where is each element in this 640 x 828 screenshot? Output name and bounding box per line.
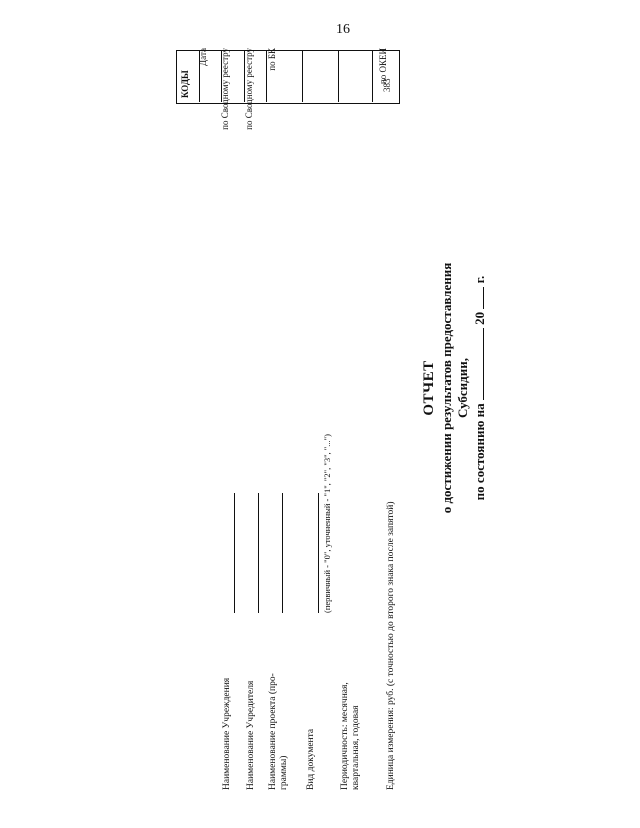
periodicity-label xyxy=(340,640,363,790)
code-label-registry-2: по Сводному реестру xyxy=(244,48,254,130)
codes-value-okei: 383 xyxy=(382,78,392,92)
report-title: ОТЧЕТ xyxy=(421,360,437,416)
codes-col-2 xyxy=(221,50,245,102)
periodicity-text: Периодичность: месячная, квартальная, годовая xyxy=(340,682,362,790)
institution-name-label: Наименование Учреждения xyxy=(222,677,232,790)
founder-name-label: Наименование Учредителя xyxy=(246,680,256,790)
project-name-text: Наименование проекта (про-граммы) xyxy=(268,673,290,790)
report-date-line xyxy=(471,248,488,528)
codes-col-3 xyxy=(244,50,267,102)
codes-col-5 xyxy=(302,50,339,102)
report-subtitle: о достижении результатов предоставления Субсидии, xyxy=(438,262,470,514)
unit-label: Единица измерения: руб. (с точностью до второго знака после запятой) xyxy=(386,501,396,790)
code-label-okei: по ОКЕИ xyxy=(378,48,388,85)
codes-grid-header xyxy=(176,50,200,102)
report-year-suffix: г. xyxy=(472,275,488,284)
report-year-prefix: 20 xyxy=(472,311,488,325)
report-date-prefix: по состоянию на xyxy=(472,403,488,501)
rotated-form xyxy=(160,0,640,828)
document-type-label: Вид документа xyxy=(306,728,316,790)
founder-name-line xyxy=(258,493,259,613)
code-label-bk: по БК xyxy=(267,48,277,71)
report-title-block xyxy=(420,248,489,528)
codes-col-6 xyxy=(338,50,373,102)
page-number: 16 xyxy=(336,22,350,37)
document-type-note: (первичный - "0", уточненный - "1", "2", "3", "...") xyxy=(322,434,332,613)
codes-col-1 xyxy=(199,50,222,102)
date-blank xyxy=(471,328,484,400)
code-label-registry-1: по Сводному реестру xyxy=(220,48,230,130)
code-label-date: Дата xyxy=(198,48,208,66)
year-blank xyxy=(471,287,484,309)
project-name-line xyxy=(282,493,283,613)
project-name-label xyxy=(268,640,291,790)
codes-header-rotated: КОДЫ xyxy=(180,70,190,98)
institution-name-line xyxy=(234,493,235,613)
codes-col-4 xyxy=(266,50,303,102)
document-type-line xyxy=(318,493,319,613)
